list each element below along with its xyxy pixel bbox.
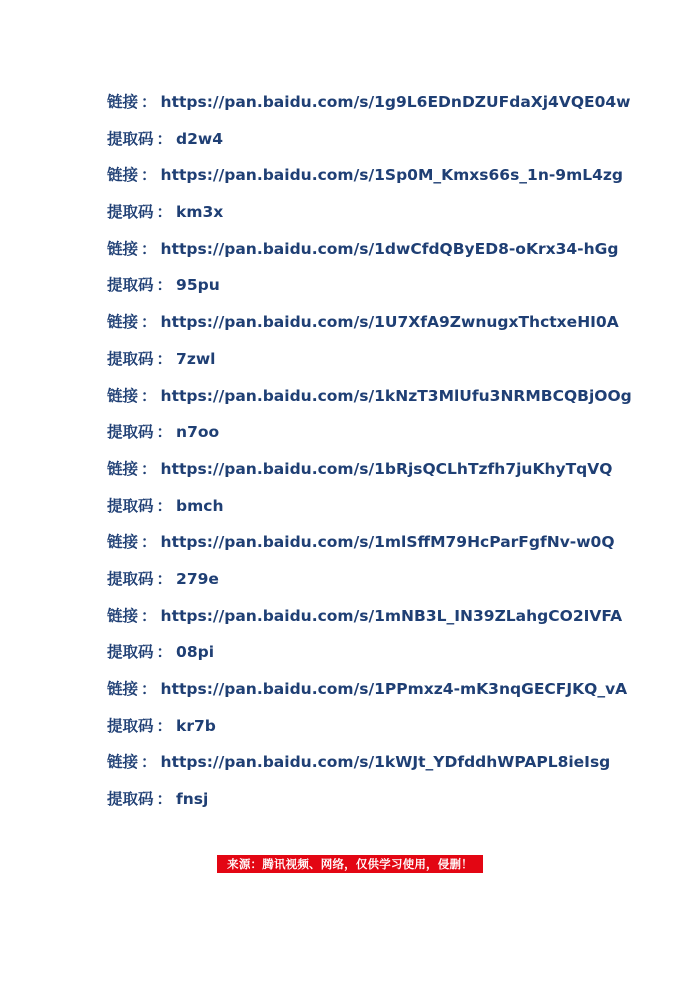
separator: ： [156, 129, 173, 148]
extraction-code: d2w4 [176, 129, 224, 148]
extraction-code: 279e [176, 569, 219, 588]
code-line [107, 785, 687, 822]
link-url[interactable]: https://pan.baidu.com/s/1Sp0M_Kmxs66s_1n-9mL4zg [160, 166, 624, 185]
code-line [107, 712, 687, 749]
link-url[interactable]: https://pan.baidu.com/s/1mNB3L_IN39ZLahgCO2IVFA [160, 606, 623, 625]
code-line [107, 198, 687, 235]
code-line [107, 125, 687, 162]
separator: ： [141, 680, 157, 698]
separator: ： [141, 606, 157, 625]
code-label: 提取码 [107, 129, 154, 148]
link-label: 链接 [107, 459, 139, 478]
separator: ： [156, 203, 173, 222]
link-label: 链接 [107, 680, 139, 698]
link-url[interactable]: https://pan.baidu.com/s/1kNzT3MlUfu3NRMBCQBjOOg [160, 386, 632, 405]
separator: ： [141, 239, 157, 258]
link-line [107, 382, 687, 419]
code-label: 提取码 [107, 349, 154, 368]
code-line [107, 345, 687, 382]
link-line [107, 161, 687, 198]
separator: ： [156, 349, 173, 368]
link-url[interactable]: https://pan.baidu.com/s/1PPmxz4-mK3nqGECFJKQ_vA [160, 680, 628, 698]
separator: ： [141, 533, 157, 552]
link-line [107, 235, 687, 272]
link-url[interactable]: https://pan.baidu.com/s/1dwCfdQByED8-oKrx34-hGg [160, 239, 619, 258]
link-label: 链接 [107, 533, 139, 552]
code-line [107, 492, 687, 529]
extraction-code: kr7b [176, 716, 216, 735]
separator: ： [156, 716, 173, 735]
source-disclaimer-banner: 来源：腾讯视频、网络，仅供学习使用，侵删！ [217, 855, 483, 873]
separator: ： [156, 423, 173, 442]
link-url[interactable]: https://pan.baidu.com/s/1bRjsQCLhTzfh7juKhyTqVQ [160, 459, 613, 478]
link-label: 链接 [107, 93, 139, 111]
extraction-code: bmch [176, 496, 224, 515]
link-url[interactable]: https://pan.baidu.com/s/1U7XfA9ZwnugxThctxeHI0A [160, 313, 619, 332]
extraction-code: 08pi [176, 643, 215, 662]
separator: ： [141, 459, 157, 478]
code-line [107, 418, 687, 455]
link-label: 链接 [107, 166, 139, 185]
code-label: 提取码 [107, 790, 154, 809]
code-line [107, 565, 687, 602]
extraction-code: n7oo [176, 423, 220, 442]
separator: ： [141, 313, 157, 332]
code-label: 提取码 [107, 643, 154, 662]
extraction-code: 7zwl [176, 349, 216, 368]
separator: ： [156, 643, 173, 662]
separator: ： [156, 276, 173, 295]
separator: ： [141, 386, 157, 405]
extraction-code: km3x [176, 203, 224, 222]
link-label: 链接 [107, 239, 139, 258]
code-label: 提取码 [107, 716, 154, 735]
link-line [107, 308, 687, 345]
code-label: 提取码 [107, 276, 154, 295]
link-line [107, 602, 687, 639]
link-line [107, 528, 687, 565]
separator: ： [141, 753, 157, 772]
link-url[interactable]: https://pan.baidu.com/s/1kWJt_YDfddhWPAPL8ieIsg [160, 753, 611, 772]
link-line [107, 455, 687, 492]
code-line [107, 271, 687, 308]
link-list [107, 88, 687, 822]
separator: ： [141, 93, 157, 111]
link-line [107, 675, 687, 712]
link-label: 链接 [107, 753, 139, 772]
separator: ： [141, 166, 157, 185]
link-url[interactable]: https://pan.baidu.com/s/1mlSffM79HcParFgfNv-w0Q [160, 533, 615, 552]
link-line [107, 748, 687, 785]
extraction-code: fnsj [176, 790, 209, 809]
code-line [107, 638, 687, 675]
link-label: 链接 [107, 386, 139, 405]
code-label: 提取码 [107, 203, 154, 222]
link-url[interactable]: https://pan.baidu.com/s/1g9L6EDnDZUFdaXj4VQE04w [160, 93, 631, 111]
code-label: 提取码 [107, 423, 154, 442]
link-label: 链接 [107, 313, 139, 332]
extraction-code: 95pu [176, 276, 220, 295]
link-line [107, 88, 687, 125]
code-label: 提取码 [107, 496, 154, 515]
separator: ： [156, 569, 173, 588]
link-label: 链接 [107, 606, 139, 625]
separator: ： [156, 496, 173, 515]
separator: ： [156, 790, 173, 809]
code-label: 提取码 [107, 569, 154, 588]
